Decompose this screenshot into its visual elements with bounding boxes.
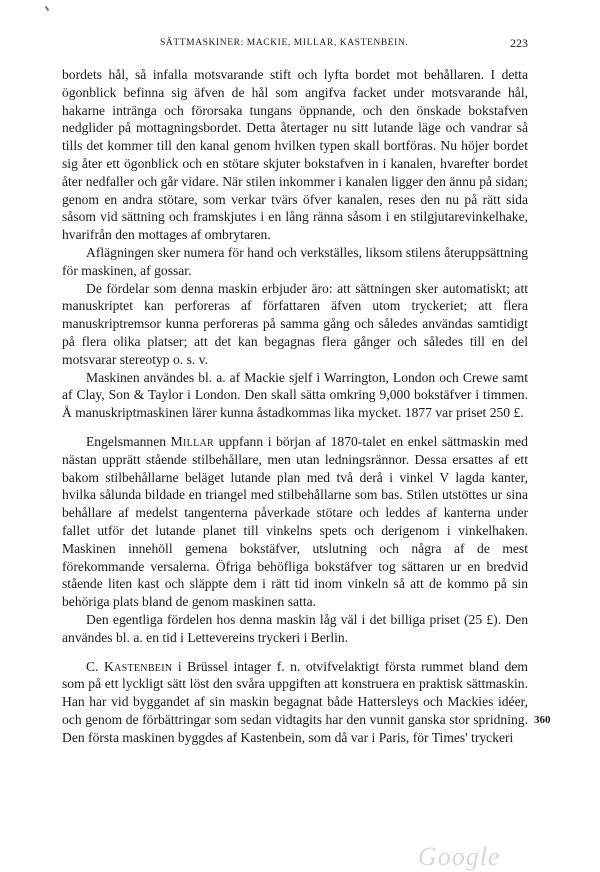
body-text [62, 66, 528, 746]
running-title: SÄTTMASKINER: MACKIE, MILLAR, KASTENBEIN. [160, 38, 409, 48]
page-header [108, 36, 528, 52]
paragraph-maskinen-anvandes: Maskinen användes bl. a. af Mackie sjelf i Warrington, London och Crewe samt af Clay, Son & Taylor i London. Den skall sätta omkring 9,000 bokstäfver i timmen. Å manuskriptmaskinen lärer kunna åstadkommas lika mycket. 1877 var priset 250 £. [62, 369, 528, 421]
name-millar: Millar [170, 433, 214, 449]
paragraph-aflagningen: Aflägningen sker numera för hand och verkställes, liksom stilens återuppsättning för maskinen, af gossar. [62, 244, 528, 278]
watermark: Google [418, 842, 501, 871]
page-number: 223 [510, 36, 528, 50]
paragraph-egentliga-fordelen: Den egentliga fördelen hos denna maskin låg väl i det billiga priset (25 £). Den användes bl. a. en tid i Lettevereins tryckeri i Berlin. [62, 611, 528, 645]
millar-intro: Engelsmannen [86, 433, 167, 449]
scan-speck [45, 6, 50, 11]
name-kastenbein: Kastenbein [103, 658, 173, 674]
paragraph-fordelar: De fördelar som denna maskin erbjuder äro: att sättningen sker automatiskt; att manuskriptet kan perforeras af författaren äfven utom tryckeriet; att flera manuskriptremsor kunna perforeras på samma gång och således användas samtidigt på flera olika platser; att det kan begagnas flera gånger och således till en del motsvarar stereotyp o. s. v. [62, 280, 528, 367]
kastenbein-intro: C. [86, 658, 99, 674]
paragraph-kastenbein [62, 658, 528, 747]
kastenbein-text: i Brüssel intager f. n. otvifvelaktigt första rummet bland dem som på ett lyckligt sätt löst den svåra uppgiften att konstruera en praktisk sättmaskin. Han har vid byggandet af sin maskin begagnat både Hattersleys och Mackies idéer, och genom de förbättringar som sedan vidtagits har den vunnit ganska stor spridning. Den första maskinen byggdes af Kastenbein, som då var i Paris, för Times' tryckeri [62, 658, 528, 745]
margin-note: 360 [534, 714, 551, 726]
paragraph-continuation: bordets hål, så infalla motsvarande stift och lyfta bordet mot behållaren. I detta ögonblick befinna sig äfven de hål som angifva facket under motsvarande hål, hakarne intränga och förorsaka tungans öppnande, och den önskade bokstafven nedglider på mottagningsbordet. Detta återtager nu sitt lutande läge och vandrar så tills det kommer till den kanal genom hvilken typen skall bortföras. Nu höjer bordet sig åter ett ögonblick och en stötare skjuter bokstafven in i kanalen, hvarefter bordet åter nedfaller och går vidare. När stilen inkommer i kanalen ligger den ännu på sidan; genom en andra stötare, som verkar tvärs öfver kanalen, reses den nu på rätt sida såsom vid sättning och framskjutes i en lång ränna såsom i en stilgjutarevinkelhake, hvarifrån den mottages af ombrytaren. [62, 67, 528, 243]
millar-text: uppfann i början af 1870-talet en enkel sättmaskin med nästan upprätt stående stilbehållare, men utan ledningsrännor. Dessa ersattes af ett bakom stilbehållarne beläget lutande plan med två derå i vinkel V lagda kanter, hvilka sålunda bildade en triangel med stilbehållarne som bas. Stilen utstöttes ur sina behållare af medelst tangenterna påverkade stötare och leddes af kanterna under fallet utför det lutande planet till vinkelns spets och derigenom i vinkelhaken. Maskinen innehöll gemena bokstäfver, utslutning och några af de mest förekommande versalerna. Öfriga behöfliga bokstäfver tog sättaren ur en bredvid stående liten kast och släppte dem i rätt tid inom vinkeln så att de kommo på sin behöriga plats bland de genom maskinen satta. [62, 433, 528, 610]
paragraph-millar [62, 433, 528, 611]
